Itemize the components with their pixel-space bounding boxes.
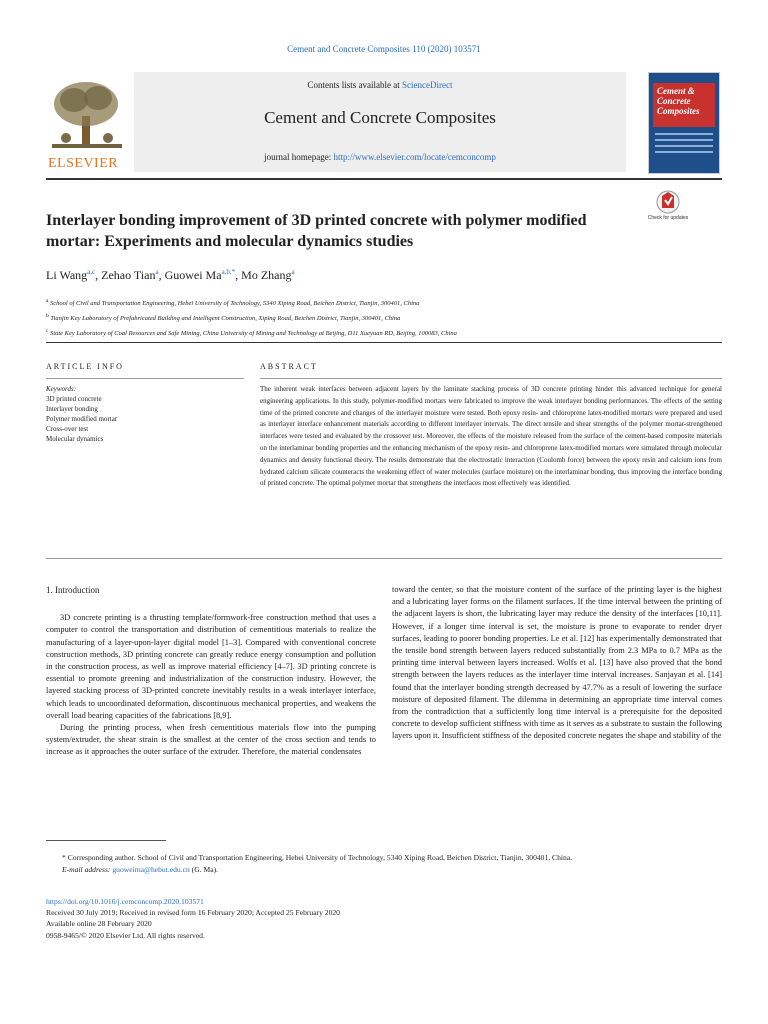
contents-line: Contents lists available at ScienceDirect <box>307 80 453 90</box>
affiliation-list <box>46 295 726 340</box>
keyword: 3D printed concrete <box>46 395 102 403</box>
body-paragraph: 3D concrete printing is a thrusting template/formwork-free construction method that uses a computer to control the transportation and distribution of cementitious materials to realize the manufacturing of a layer-upon-layer digital model [1–3]. Compared with conventional concrete construction methods, 3D printing concrete can greatly reduce energy consumption and pollution in the construction process, as well as improve material efficiency [4–7]. 3D printing concrete is essential to promote greening and industrialization of the construction industry. However, the layered stacking process of 3D-printed concrete inevitably results in a weak interlayer interface, which leads to uncoordinated deformation, discontinuous mechanical properties, and weakens the overall load bearing capacities of the fabrications [8,9]. <box>46 613 376 720</box>
footnote-divider <box>46 840 166 841</box>
journal-homepage-line: journal homepage: http://www.elsevier.com/locate/cemconcomp <box>264 152 496 162</box>
corresponding-author-note: * Corresponding author. School of Civil and Transportation Engineering, Hebei University of Technology, 5340 Xiping Road, Beichen District, Tianjin, 300401, China. <box>62 853 573 862</box>
journal-banner-center <box>134 72 626 172</box>
header-divider <box>46 178 722 180</box>
abstract-divider <box>46 558 722 559</box>
keywords-list <box>46 384 244 444</box>
footnote <box>46 852 722 875</box>
author-name[interactable]: Mo Zhang <box>241 268 292 282</box>
affiliation: $^b$ Tianjin Key Laboratory of Prefabricated Building and Intelligent Construction, Xiping Road, Beichen District, Tianjin, 300401, China <box>46 313 401 323</box>
homepage-link[interactable]: http://www.elsevier.com/locate/cemconcomp <box>333 152 496 162</box>
email-line: E-mail address: guoweima@hebut.edu.cn (G. Ma). <box>62 864 219 874</box>
article-info-heading: ARTICLE INFO <box>46 362 124 371</box>
keyword: Polymer modified mortar <box>46 415 118 423</box>
author-name[interactable]: Guowei Ma <box>164 268 222 282</box>
abstract-text: The inherent weak interfaces between adjacent layers by the laminate stacking process of 3D concrete printing hinder this advanced technique for general engineering applications. In this study, polymer-modified mortars were fabricated to improve the weak interlayer bonding performances. The effects of the setting time of the printed concrete and changes of the interlayer moisture were tested. Both epoxy resin- and chloroprene latex-modified mortars were prepared and used as interlayer interface enhancement materials according to different interlayer intervals. The direct tensile and shear strengths of the polymer mortar-strengthened interfaces were tested and evaluated by the crossover test. Moreover, the effects of the moisture released from the surface of the cement-based composite materials on the interlaminar bonding properties and the enhancing mechanism of the epoxy resin- and chloroprene latex-modified mortars were simulated through molecular dynamics and density functional theory. The results demonstrate that the electrostatic interaction (Coulomb force) between the epoxy resin and calcium ions from hydrated calcium silicate counteracts the weakening effect of water molecules (surface moisture) on the interlaminar bonding, thus improving the interface bonding of printed concrete. The optimal polymer mortar that strengthens the interfaces most effectively was identified. <box>260 385 722 488</box>
sciencedirect-link[interactable]: ScienceDirect <box>402 80 453 90</box>
copyright: 0958-9465/© 2020 Elsevier Ltd. All rights reserved. <box>46 930 205 940</box>
affiliation: $^a$ School of Civil and Transportation Engineering, Hebei University of Technology, 5340 Xiping Road, Beichen District, Tianjin, 300401, China <box>46 298 420 308</box>
doi-link[interactable]: https://doi.org/10.1016/j.cemconcomp.2020.103571 <box>46 897 204 906</box>
body-column-left <box>46 584 376 759</box>
journal-title: Cement and Concrete Composites <box>264 108 496 127</box>
section-heading-introduction: 1. Introduction <box>46 585 100 595</box>
publisher-name: ELSEVIER <box>48 156 119 171</box>
cover-title: Cement & Concrete Composites <box>657 86 700 116</box>
body-paragraph: toward the center, so that the moisture content of the surface of the printing layer is the highest and a lubricating layer forms on the filament surfaces. If the time interval between the printing of the adjacent layers is short, the lubricating layer may reduce the density of the interfaces [10,11]. However, if a longer time interval is set, the moisture is prone to evaporate to render dryer surfaces, leading to poorer bonding properties. Le et al. [12] has experimentally demonstrated that the tensile bond strength between layers reduced substantially from 2.3 MPa to 0.7 MPa as the printing time interval between layers increased. Wolfs et al. [13] have also proved that the bond strength between the layers reduces as the interlayer time interval increases. Sanjayan et al. [14] found that the interlayer bonding strength decreased by 47.7% as a result of lowering the surface moisture of deposited filament. The dilemma in determining an appropriate time interval comes from the contradiction that a sufficiently long time interval is a prerequisite for the deposited concrete to develop sufficient stiffness with time as it serves as a substrate to sustain the following layers upon it. Insufficient stiffness of the deposited concrete negates the shape and stability of the <box>392 585 722 741</box>
body-paragraph: During the printing process, when fresh cementitious materials flow into the pumping system/extruder, the shear strain is the smallest at the center of the cross section and tends to increase as it approaches the outer surface of the extruder. Therefore, the material condensates <box>46 723 376 757</box>
available-online: Available online 28 February 2020 <box>46 919 152 929</box>
received-dates: Received 30 July 2019; Received in revised form 16 February 2020; Accepted 25 February 2020 <box>46 908 340 918</box>
email-link[interactable]: guoweima@hebut.edu.cn <box>112 864 190 874</box>
keyword: Interlayer bonding <box>46 405 98 413</box>
author-name[interactable]: Li Wang <box>46 268 88 282</box>
article-title: Interlayer bonding improvement of 3D printed concrete with polymer modified mortar: Experiments and molecular dynamics studies <box>46 212 587 250</box>
check-for-updates-icon[interactable] <box>648 188 688 228</box>
abstract-heading: ABSTRACT <box>260 362 318 371</box>
keyword: Cross-over test <box>46 425 89 433</box>
author-name[interactable]: Zehao Tian <box>101 268 156 282</box>
author-list: Li Wang$^{a,c}$, Zehao Tian$^a$, Guowei $Ma^{a,b,*}$, Mo Zhang$^a$ <box>46 268 295 282</box>
body-column-right <box>392 584 722 743</box>
section-divider <box>46 342 722 343</box>
journal-cover-thumbnail[interactable] <box>648 72 720 174</box>
keyword: Molecular dynamics <box>46 435 104 443</box>
journal-banner <box>46 72 626 172</box>
elsevier-tree-logo-icon <box>46 78 128 170</box>
article-metadata <box>46 896 722 941</box>
keywords-label: Keywords: <box>46 385 77 393</box>
journal-reference-link[interactable]: Cement and Concrete Composites 110 (2020) 103571 <box>287 44 481 54</box>
affiliation: $^c$ State Key Laboratory of Coal Resources and Safe Mining, China University of Mining and Technology at Beijing, D11 Xueyuan RD, Beijing, 100083, China <box>46 328 457 338</box>
check-for-updates-label: Check for updates <box>647 215 689 221</box>
